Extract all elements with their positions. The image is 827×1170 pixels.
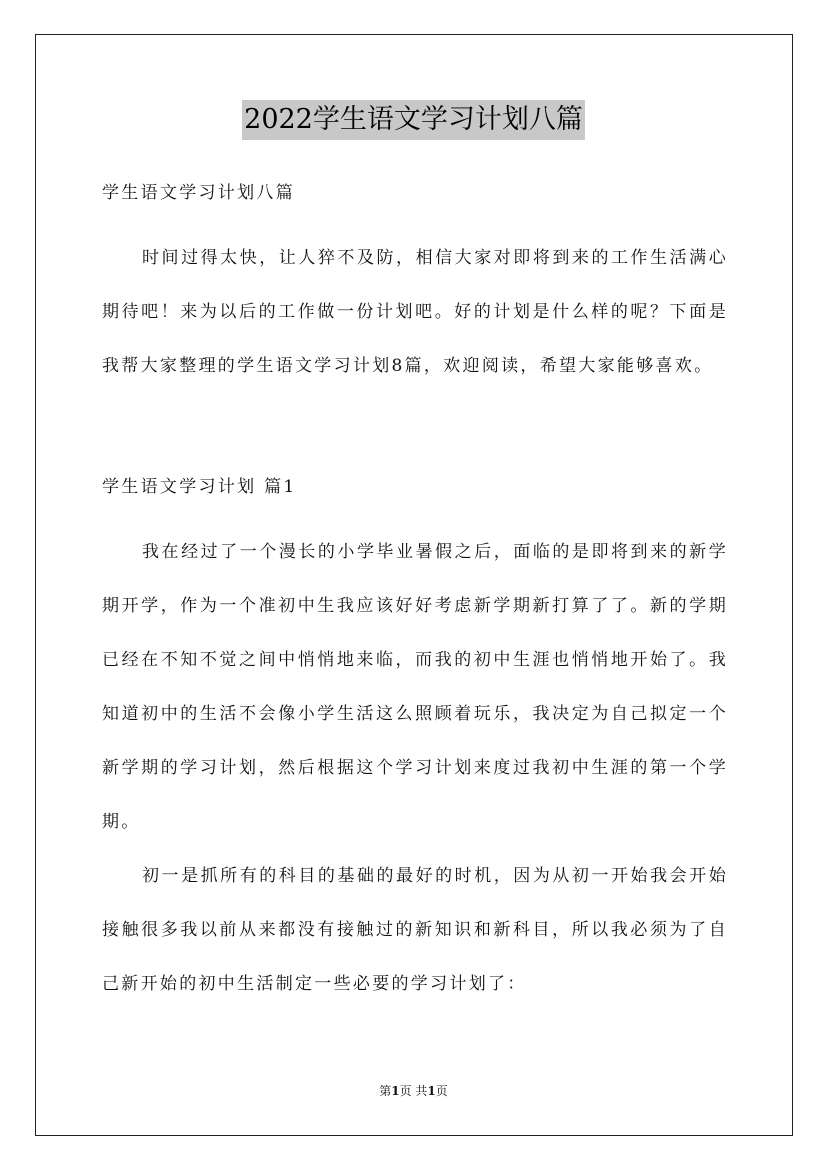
document-body xyxy=(102,178,728,1011)
footer-prefix: 第 xyxy=(379,1084,392,1098)
title-area xyxy=(0,100,827,140)
document-subtitle: 学生语文学习计划八篇 xyxy=(102,183,295,203)
footer-page-current: 1 xyxy=(391,1084,400,1098)
footer-page-total: 1 xyxy=(427,1084,436,1098)
document-title: 2022学生语文学习计划八篇 xyxy=(242,100,585,140)
page-footer xyxy=(0,1082,827,1100)
body-paragraph: 初一是抓所有的科目的基础的最好的时机，因为从初一开始我会开始接触很多我以前从来都没有接触过的新知识和新科目，所以我必须为了自己新开始的初中生活制定一些必要的学习计划了： xyxy=(102,866,728,994)
intro-paragraph: 时间过得太快，让人猝不及防，相信大家对即将到来的工作生活满心期待吧！来为以后的工作做一份计划吧。好的计划是什么样的呢？下面是我帮大家整理的学生语文学习计划8篇，欢迎阅读，希望大家能够喜欢。 xyxy=(102,248,728,376)
footer-mid: 页 共 xyxy=(399,1084,428,1098)
body-paragraph: 我在经过了一个漫长的小学毕业暑假之后，面临的是即将到来的新学期开学，作为一个准初中生我应该好好考虑新学期新打算了了。新的学期已经在不知不觉之间中悄悄地来临，而我的初中生涯也悄悄地开始了。我知道初中的生活不会像小学生活这么照顾着玩乐，我决定为自己拟定一个新学期的学习计划，然后根据这个学习计划来度过我初中生涯的第一个学期。 xyxy=(102,542,728,832)
footer-suffix: 页 xyxy=(435,1084,448,1098)
section-heading: 学生语文学习计划 篇1 xyxy=(102,477,297,497)
